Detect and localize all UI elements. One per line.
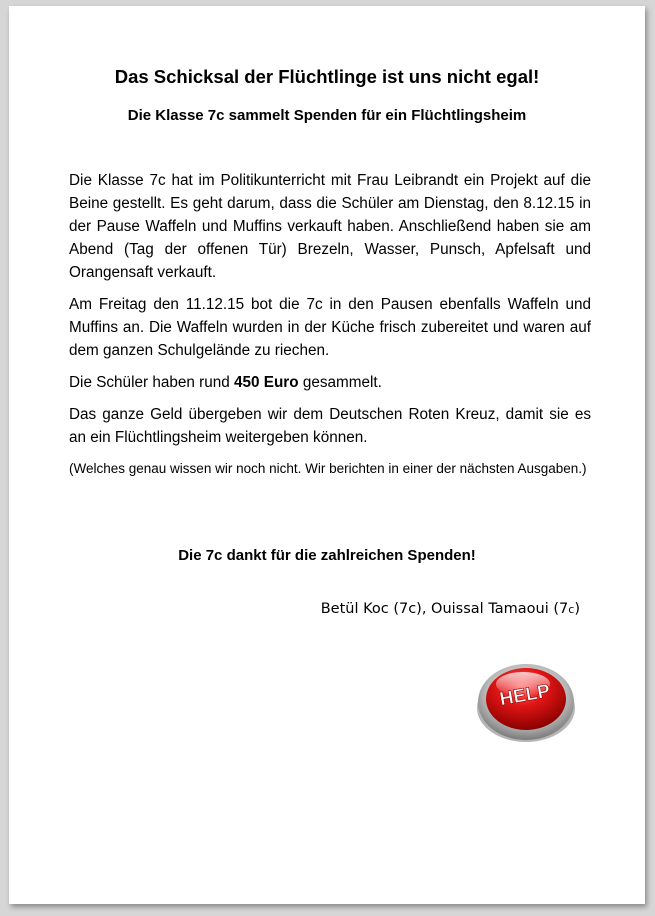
amount-value: 450 Euro xyxy=(233,374,299,391)
authors-end: ) xyxy=(574,601,580,617)
paragraph-red-cross: Das ganze Geld übergeben wir dem Deutschen Roten Kreuz, damit sie es an ein Flüchtlingsheim weitergeben können. xyxy=(69,406,591,446)
document-page xyxy=(9,6,645,904)
paragraph-amount xyxy=(69,371,591,394)
page-subtitle: Die Klasse 7c sammelt Spenden für ein Flüchtlingsheim xyxy=(127,107,527,124)
thanks-line: Die 7c dankt für die zahlreichen Spenden! xyxy=(178,547,476,564)
page-title: Das Schicksal der Flüchtlinge ist uns nicht egal! xyxy=(114,66,540,87)
paragraph-project: Die Klasse 7c hat im Politikunterricht mit Frau Leibrandt ein Projekt auf die Beine gestellt. Es geht darum, dass die Schüler am Dienstag, den 8.12.15 in der Pause Waffeln und Muffins verkauft haben. Anschließend haben sie am Abend (Tag der offenen Tür) Brezeln, Wasser, Punsch, Apfelsaft und Orangensaft verkauft. xyxy=(69,172,591,281)
paragraph-note: (Welches genau wissen wir noch nicht. Wir berichten in einer der nächsten Ausgaben.) xyxy=(69,461,587,476)
amount-text-before: Die Schüler haben rund xyxy=(69,374,234,391)
article-body xyxy=(69,169,591,488)
paragraph-friday: Am Freitag den 11.12.15 bot die 7c in den Pausen ebenfalls Waffeln und Muffins an. Die Waffeln wurden in der Küche frisch zubereitet und waren auf dem ganzen Schulgelände zu riechen. xyxy=(69,296,591,359)
help-button-icon xyxy=(475,652,577,744)
authors-sub: c xyxy=(568,603,575,616)
amount-text-after: gesammelt. xyxy=(298,374,382,391)
authors-line xyxy=(321,601,580,617)
authors-main: Betül Koc (7c), Ouissal Tamaoui (7 xyxy=(320,601,569,617)
help-button-text: HELP xyxy=(498,680,552,711)
